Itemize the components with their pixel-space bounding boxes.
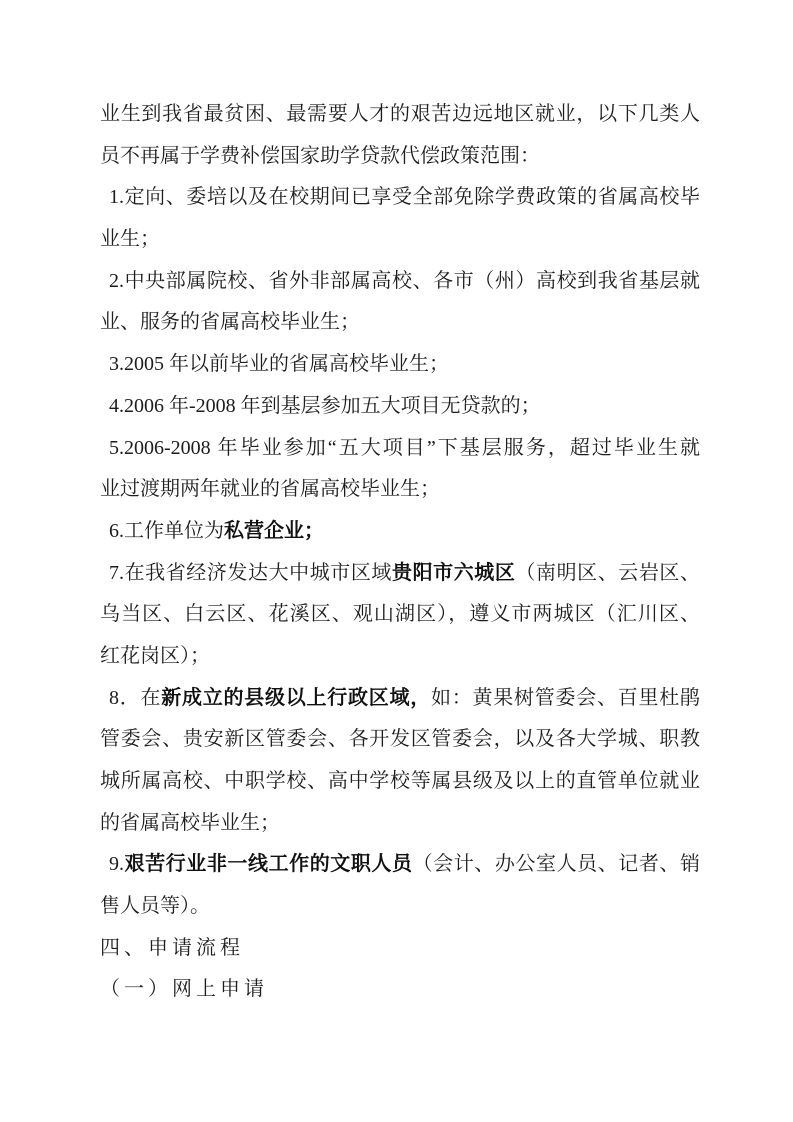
text-run: 管委会、贵安新区管委会、各开发区管委会，以及各大学城、职教	[100, 728, 700, 751]
bold-text-run: 私营企业；	[224, 519, 324, 542]
text-run: 售人员等）。	[100, 895, 210, 918]
text-line	[100, 761, 700, 803]
text-run: （一）网上申请	[100, 977, 268, 1000]
bold-text-run: 艰苦行业非一线工作的文职人员	[124, 853, 413, 876]
bold-text-run: 新成立的县级以上行政区域，	[161, 686, 431, 709]
text-run: 四、申请流程	[100, 936, 244, 959]
text-line	[100, 594, 700, 636]
text-line	[100, 136, 700, 178]
text-line	[100, 553, 700, 595]
text-run: 红花岗区）；	[100, 644, 210, 667]
bold-text-run: 贵阳市六城区	[392, 561, 516, 584]
text-line	[100, 428, 700, 470]
text-line	[100, 94, 700, 136]
text-run: 员不再属于学费补偿国家助学贷款代偿政策范围：	[100, 144, 540, 167]
text-run: 9.	[109, 853, 124, 876]
text-run: 业、服务的省属高校毕业生；	[100, 311, 360, 334]
text-run: 乌当区、白云区、花溪区、观山湖区），遵义市两城区（汇川区、	[100, 603, 700, 626]
text-line	[100, 344, 700, 386]
text-run: 3.2005 年以前毕业的省属高校毕业生；	[109, 353, 449, 376]
text-line	[100, 678, 700, 720]
text-line	[100, 302, 700, 344]
text-run: 如：黄果树管委会、百里杜鹃	[431, 686, 700, 709]
text-run: 8．在	[109, 686, 162, 709]
text-run: 7.在我省经济发达大中城市区域	[109, 561, 392, 584]
text-line	[100, 261, 700, 303]
text-run: 城所属高校、中职学校、高中学校等属县级及以上的直管单位就业	[100, 770, 700, 792]
text-line	[100, 177, 700, 219]
text-line	[100, 969, 700, 1010]
text-run: 4.2006 年-2008 年到基层参加五大项目无贷款的；	[109, 394, 541, 417]
text-line	[100, 719, 700, 761]
text-line	[100, 219, 700, 261]
text-line	[100, 928, 700, 969]
text-line	[100, 844, 700, 886]
text-run: 5.2006-2008 年毕业参加“五大项目”下基层服务，超过毕业生就	[109, 436, 700, 459]
text-line	[100, 803, 700, 845]
text-run: 2.中央部属院校、省外非部属高校、各市（州）高校到我省基层就	[109, 269, 700, 292]
text-line	[100, 886, 700, 928]
text-run: （会计、办公室人员、记者、销	[412, 853, 700, 876]
text-line	[100, 511, 700, 553]
text-run: 业过渡期两年就业的省属高校毕业生；	[100, 478, 440, 501]
text-run: 业生；	[100, 228, 160, 251]
text-line	[100, 636, 700, 678]
text-run: 业生到我省最贫困、最需要人才的艰苦边远地区就业，以下几类人	[100, 103, 700, 125]
text-run: 6.工作单位为	[109, 519, 224, 542]
text-line	[100, 386, 700, 428]
text-run: 的省属高校毕业生；	[100, 811, 280, 834]
text-run: 1.定向、委培以及在校期间已享受全部免除学费政策的省属高校毕	[109, 186, 700, 209]
text-run: （南明区、云岩区、	[515, 561, 700, 584]
text-line	[100, 469, 700, 511]
